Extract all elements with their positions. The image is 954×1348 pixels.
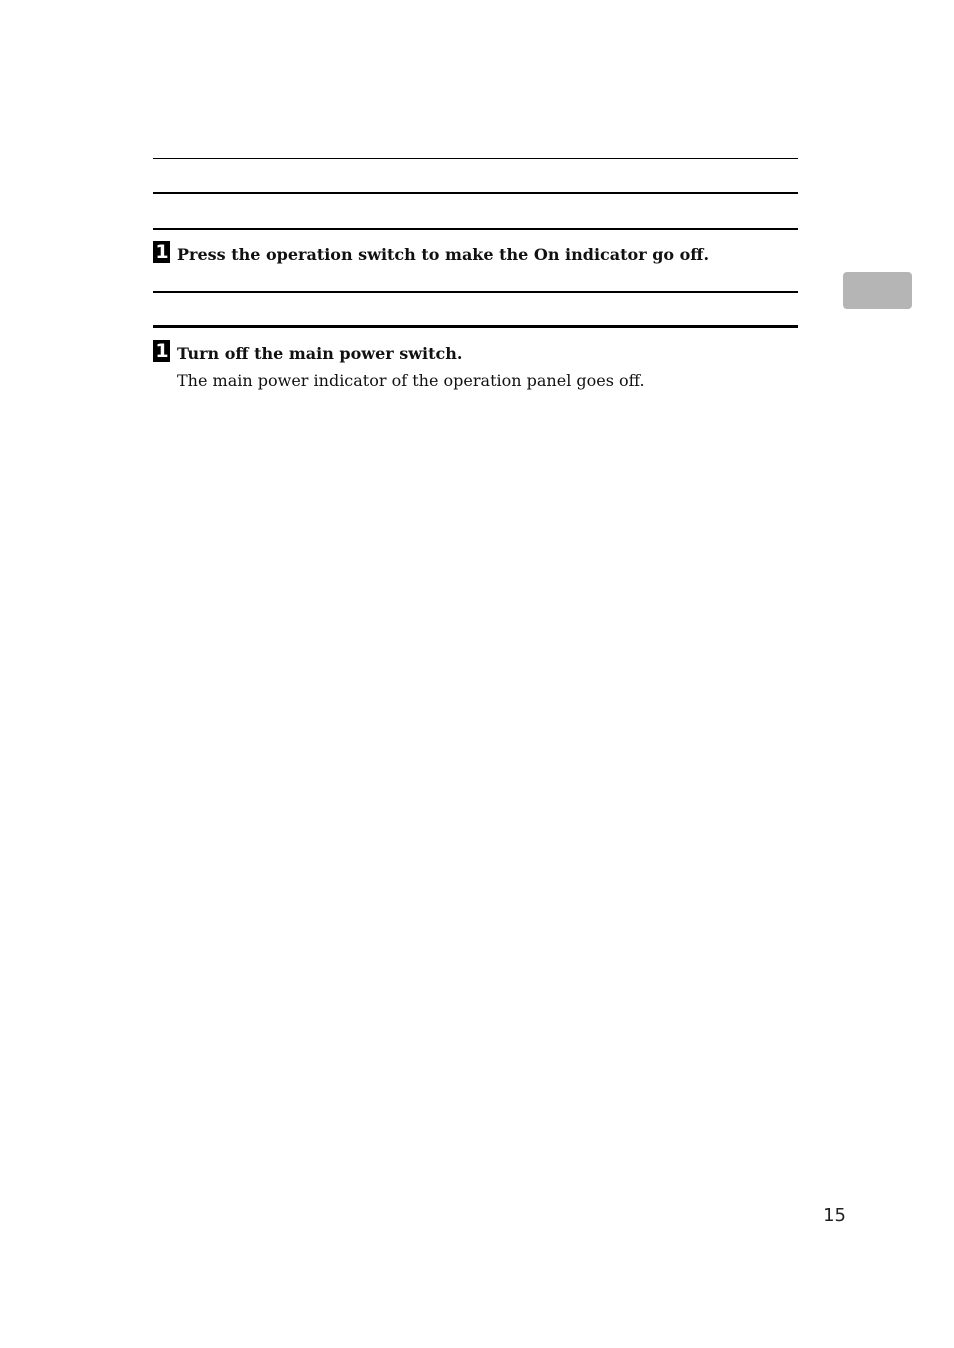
step-instruction: Press the operation switch to make the On indicator go off. <box>177 245 710 264</box>
step-number-badge: 1 <box>153 241 170 263</box>
chapter-tab <box>843 272 912 309</box>
section-1-heading-bottom-rule <box>153 228 798 230</box>
section-1-heading-top-rule <box>153 192 798 194</box>
page-number: 15 <box>823 1205 846 1226</box>
top-divider <box>153 158 798 159</box>
section-2-heading-bottom-rule <box>153 325 798 328</box>
step-note: The main power indicator of the operation panel goes off. <box>177 371 645 390</box>
step-instruction: Turn off the main power switch. <box>177 344 463 363</box>
step-number-badge: 1 <box>153 340 170 362</box>
section-2-heading-top-rule <box>153 291 798 293</box>
